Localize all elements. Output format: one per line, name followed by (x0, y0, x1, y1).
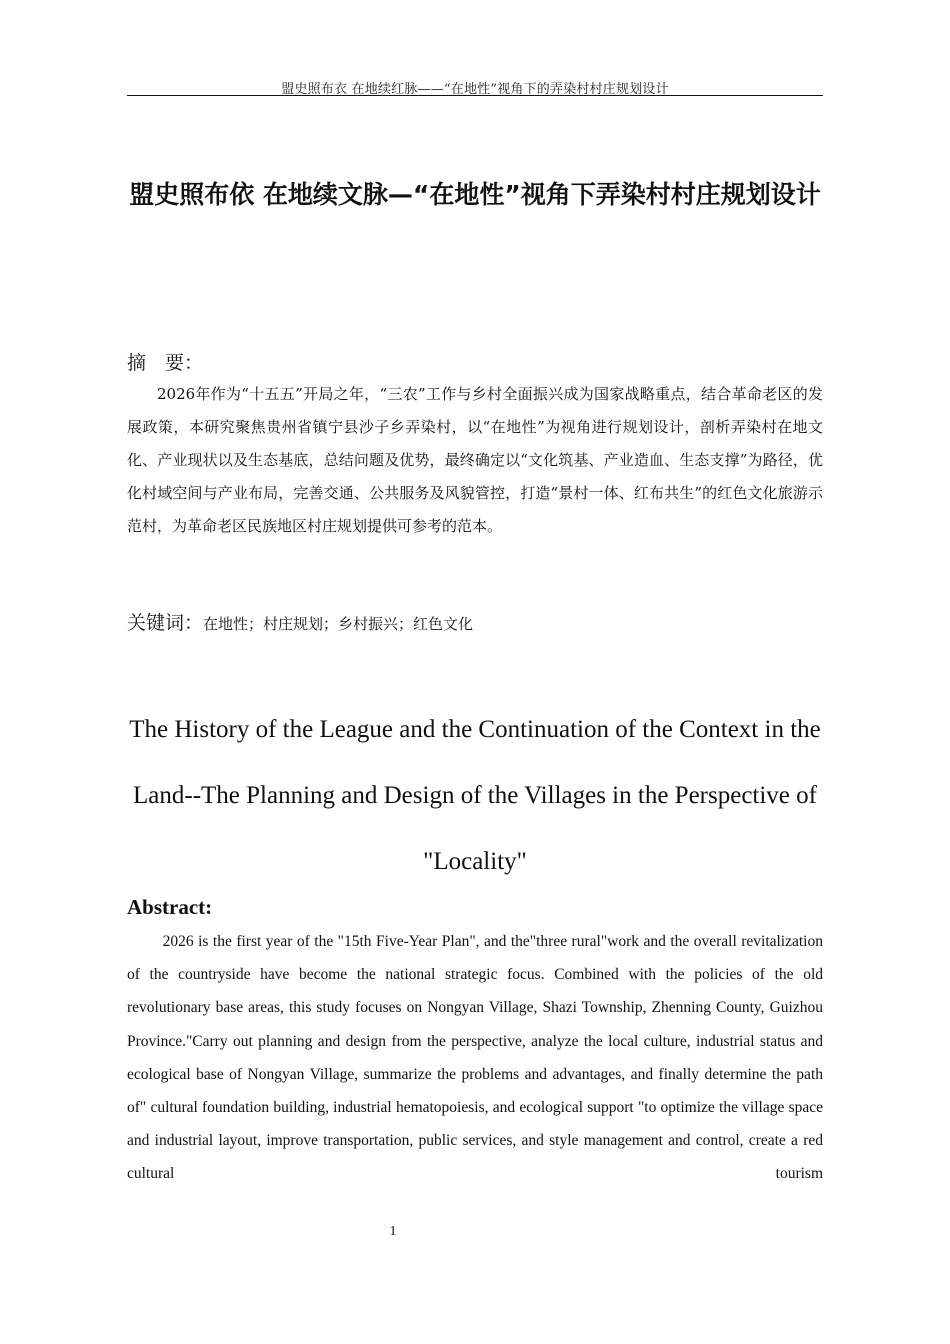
english-title: The History of the League and the Continuation of the Context in the Land--The Planning and Design of the Villages in the Perspective of "Locality" (129, 716, 821, 875)
english-abstract-text: 2026 is the first year of the "15th Five-Year Plan", and the"three rural"work and the overall revitalization of the countryside have become the national strategic focus. Combined with the policies of the old revolutionary base areas, this study focuses on Nongyan Village, Shazi Township, Zhenning County, Guizhou Province."Carry out planning and design from the perspective, analyze the local culture, industrial status and ecological base of Nongyan Village, summarize the problems and advantages, and finally determine the path of" cultural foundation building, industrial hematopoiesis, and ecological support "to optimize the village space and industrial layout, improve transportation, public services, and style management and control, create a red cultural tourism (127, 933, 823, 1183)
running-header: 盟史照布衣 在地续红脉——“在地性”视角下的弄染村村庄规划设计 (281, 82, 669, 97)
chinese-abstract-label: 摘 要： (127, 352, 204, 374)
header-rule (127, 95, 823, 96)
chinese-abstract-text: 2026年作为“十五五”开局之年，“三农”工作与乡村全面振兴成为国家战略重点，结合革命老区的发展政策，本研究聚焦贵州省镇宁县沙子乡弄染村，以“在地性”为视角进行规划设计，剖析弄染村在地文化、产业现状以及生态基底，总结问题及优势，最终确定以“文化筑基、产业造血、生态支撑”为路径，优化村域空间与产业布局，完善交通、公共服务及风貌管控，打造“景村一体、红布共生”的红色文化旅游示范村，为革命老区民族地区村庄规划提供可参考的范本。 (127, 385, 823, 535)
english-abstract-label: Abstract: (127, 895, 213, 919)
chinese-keywords-label: 关键词： (127, 612, 204, 634)
chinese-keywords (127, 608, 823, 635)
page-number: 1 (389, 1224, 397, 1239)
chinese-keywords-text: 在地性；村庄规划；乡村振兴；红色文化 (203, 615, 474, 633)
chinese-title: 盟史照布依 在地续文脉—“在地性”视角下弄染村村庄规划设计 (129, 180, 821, 209)
